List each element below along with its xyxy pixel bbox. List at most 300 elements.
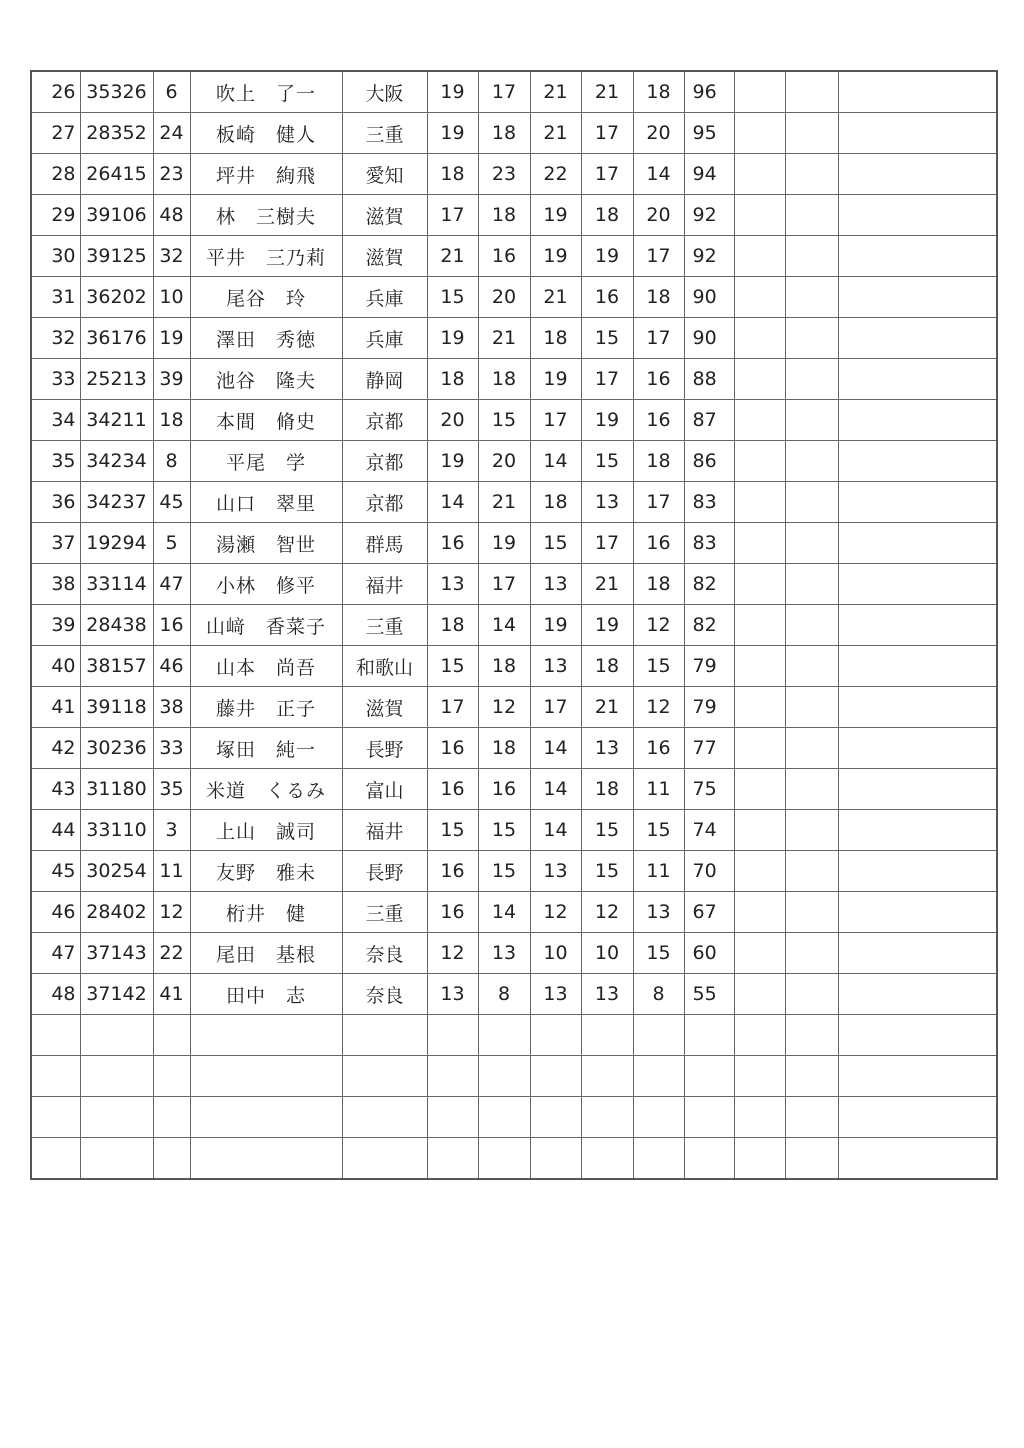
empty-cell (427, 1056, 478, 1097)
player-name-cell: 池谷 隆夫 (190, 359, 342, 400)
empty-cell (342, 1138, 427, 1180)
total-score-cell: 90 (684, 277, 734, 318)
prefecture-cell: 京都 (342, 482, 427, 523)
empty-cell (530, 1056, 581, 1097)
score-2-cell: 12 (478, 687, 530, 728)
blank-cell-2 (785, 236, 838, 277)
score-2-cell: 18 (478, 195, 530, 236)
blank-cell-2 (785, 195, 838, 236)
empty-cell (734, 1056, 785, 1097)
prefecture-cell: 三重 (342, 605, 427, 646)
score-3-cell: 13 (530, 564, 581, 605)
prefecture-cell: 大阪 (342, 71, 427, 113)
entry-number-cell: 23 (153, 154, 190, 195)
rank-cell: 48 (31, 974, 80, 1015)
blank-cell-2 (785, 564, 838, 605)
entry-number-cell: 10 (153, 277, 190, 318)
score-4-cell: 15 (581, 810, 633, 851)
player-name-cell: 友野 雅未 (190, 851, 342, 892)
prefecture-cell: 長野 (342, 851, 427, 892)
empty-cell (190, 1056, 342, 1097)
score-4-cell: 10 (581, 933, 633, 974)
score-5-cell: 17 (633, 482, 684, 523)
remarks-cell (838, 400, 997, 441)
rank-cell: 34 (31, 400, 80, 441)
total-score-cell: 90 (684, 318, 734, 359)
remarks-cell (838, 236, 997, 277)
empty-cell (153, 1138, 190, 1180)
member-id-cell: 34211 (80, 400, 153, 441)
blank-cell-1 (734, 810, 785, 851)
entry-number-cell: 38 (153, 687, 190, 728)
entry-number-cell: 22 (153, 933, 190, 974)
score-4-cell: 17 (581, 359, 633, 400)
score-4-cell: 13 (581, 482, 633, 523)
score-2-cell: 18 (478, 728, 530, 769)
empty-cell (80, 1015, 153, 1056)
blank-cell-1 (734, 974, 785, 1015)
member-id-cell: 28352 (80, 113, 153, 154)
rank-cell: 41 (31, 687, 80, 728)
score-4-cell: 15 (581, 318, 633, 359)
remarks-cell (838, 769, 997, 810)
blank-cell-1 (734, 851, 785, 892)
score-4-cell: 21 (581, 71, 633, 113)
prefecture-cell: 三重 (342, 113, 427, 154)
entry-number-cell: 6 (153, 71, 190, 113)
empty-cell (581, 1015, 633, 1056)
rank-cell: 36 (31, 482, 80, 523)
score-1-cell: 18 (427, 154, 478, 195)
entry-number-cell: 46 (153, 646, 190, 687)
player-name-cell: 吹上 了一 (190, 71, 342, 113)
rank-cell: 47 (31, 933, 80, 974)
blank-cell-2 (785, 974, 838, 1015)
blank-cell-2 (785, 810, 838, 851)
empty-cell (153, 1056, 190, 1097)
member-id-cell: 33114 (80, 564, 153, 605)
score-5-cell: 17 (633, 236, 684, 277)
empty-cell (785, 1097, 838, 1138)
remarks-cell (838, 113, 997, 154)
entry-number-cell: 12 (153, 892, 190, 933)
empty-row (31, 1056, 997, 1097)
blank-cell-1 (734, 154, 785, 195)
score-4-cell: 21 (581, 687, 633, 728)
remarks-cell (838, 728, 997, 769)
score-5-cell: 13 (633, 892, 684, 933)
score-5-cell: 18 (633, 564, 684, 605)
blank-cell-1 (734, 400, 785, 441)
blank-cell-2 (785, 933, 838, 974)
empty-cell (190, 1015, 342, 1056)
total-score-cell: 83 (684, 523, 734, 564)
empty-cell (31, 1015, 80, 1056)
empty-cell (684, 1015, 734, 1056)
total-score-cell: 75 (684, 769, 734, 810)
blank-cell-1 (734, 359, 785, 400)
score-3-cell: 13 (530, 646, 581, 687)
entry-number-cell: 33 (153, 728, 190, 769)
score-4-cell: 17 (581, 523, 633, 564)
empty-row (31, 1097, 997, 1138)
remarks-cell (838, 277, 997, 318)
blank-cell-2 (785, 523, 838, 564)
total-score-cell: 79 (684, 646, 734, 687)
player-name-cell: 田中 志 (190, 974, 342, 1015)
score-3-cell: 17 (530, 687, 581, 728)
table-row (31, 154, 997, 195)
score-2-cell: 20 (478, 441, 530, 482)
remarks-cell (838, 892, 997, 933)
table-row (31, 687, 997, 728)
member-id-cell: 33110 (80, 810, 153, 851)
blank-cell-2 (785, 605, 838, 646)
score-4-cell: 18 (581, 769, 633, 810)
score-1-cell: 19 (427, 318, 478, 359)
empty-cell (478, 1097, 530, 1138)
total-score-cell: 95 (684, 113, 734, 154)
empty-cell (427, 1015, 478, 1056)
rank-cell: 35 (31, 441, 80, 482)
score-2-cell: 15 (478, 851, 530, 892)
total-score-cell: 96 (684, 71, 734, 113)
member-id-cell: 28438 (80, 605, 153, 646)
score-1-cell: 12 (427, 933, 478, 974)
rank-cell: 32 (31, 318, 80, 359)
score-1-cell: 15 (427, 810, 478, 851)
score-2-cell: 16 (478, 769, 530, 810)
player-name-cell: 湯瀬 智世 (190, 523, 342, 564)
entry-number-cell: 32 (153, 236, 190, 277)
member-id-cell: 30254 (80, 851, 153, 892)
member-id-cell: 31180 (80, 769, 153, 810)
blank-cell-2 (785, 113, 838, 154)
empty-cell (80, 1138, 153, 1180)
blank-cell-2 (785, 687, 838, 728)
remarks-cell (838, 564, 997, 605)
entry-number-cell: 35 (153, 769, 190, 810)
total-score-cell: 94 (684, 154, 734, 195)
score-5-cell: 17 (633, 318, 684, 359)
score-3-cell: 14 (530, 769, 581, 810)
empty-cell (31, 1056, 80, 1097)
blank-cell-1 (734, 195, 785, 236)
table-row (31, 113, 997, 154)
member-id-cell: 38157 (80, 646, 153, 687)
player-name-cell: 米道 くるみ (190, 769, 342, 810)
score-2-cell: 18 (478, 646, 530, 687)
prefecture-cell: 兵庫 (342, 318, 427, 359)
score-4-cell: 21 (581, 564, 633, 605)
prefecture-cell: 福井 (342, 564, 427, 605)
empty-cell (427, 1097, 478, 1138)
score-5-cell: 18 (633, 441, 684, 482)
remarks-cell (838, 687, 997, 728)
member-id-cell: 36202 (80, 277, 153, 318)
player-name-cell: 尾田 基根 (190, 933, 342, 974)
score-4-cell: 19 (581, 236, 633, 277)
player-name-cell: 山口 翠里 (190, 482, 342, 523)
blank-cell-2 (785, 851, 838, 892)
score-3-cell: 14 (530, 441, 581, 482)
score-3-cell: 21 (530, 277, 581, 318)
remarks-cell (838, 154, 997, 195)
entry-number-cell: 48 (153, 195, 190, 236)
player-name-cell: 平井 三乃莉 (190, 236, 342, 277)
empty-cell (31, 1138, 80, 1180)
empty-cell (190, 1097, 342, 1138)
rank-cell: 38 (31, 564, 80, 605)
score-1-cell: 15 (427, 646, 478, 687)
score-3-cell: 14 (530, 810, 581, 851)
member-id-cell: 28402 (80, 892, 153, 933)
score-5-cell: 18 (633, 71, 684, 113)
score-2-cell: 13 (478, 933, 530, 974)
prefecture-cell: 長野 (342, 728, 427, 769)
empty-cell (633, 1138, 684, 1180)
table-row (31, 974, 997, 1015)
empty-cell (530, 1015, 581, 1056)
score-1-cell: 19 (427, 441, 478, 482)
entry-number-cell: 11 (153, 851, 190, 892)
rank-cell: 45 (31, 851, 80, 892)
score-5-cell: 16 (633, 400, 684, 441)
player-name-cell: 澤田 秀徳 (190, 318, 342, 359)
score-1-cell: 14 (427, 482, 478, 523)
score-5-cell: 18 (633, 277, 684, 318)
score-2-cell: 8 (478, 974, 530, 1015)
empty-cell (581, 1097, 633, 1138)
total-score-cell: 79 (684, 687, 734, 728)
score-2-cell: 18 (478, 359, 530, 400)
blank-cell-2 (785, 318, 838, 359)
prefecture-cell: 群馬 (342, 523, 427, 564)
prefecture-cell: 奈良 (342, 933, 427, 974)
score-2-cell: 16 (478, 236, 530, 277)
score-3-cell: 10 (530, 933, 581, 974)
score-2-cell: 20 (478, 277, 530, 318)
empty-cell (633, 1015, 684, 1056)
prefecture-cell: 滋賀 (342, 687, 427, 728)
score-3-cell: 22 (530, 154, 581, 195)
empty-cell (785, 1056, 838, 1097)
empty-cell (838, 1056, 997, 1097)
rank-cell: 28 (31, 154, 80, 195)
player-name-cell: 本間 脩史 (190, 400, 342, 441)
score-4-cell: 19 (581, 605, 633, 646)
prefecture-cell: 京都 (342, 400, 427, 441)
score-1-cell: 19 (427, 113, 478, 154)
table-row (31, 523, 997, 564)
empty-cell (80, 1056, 153, 1097)
remarks-cell (838, 974, 997, 1015)
score-3-cell: 18 (530, 318, 581, 359)
player-name-cell: 坪井 絢飛 (190, 154, 342, 195)
score-3-cell: 19 (530, 236, 581, 277)
blank-cell-1 (734, 277, 785, 318)
empty-cell (153, 1015, 190, 1056)
player-name-cell: 平尾 学 (190, 441, 342, 482)
table-row (31, 769, 997, 810)
prefecture-cell: 愛知 (342, 154, 427, 195)
table-row (31, 810, 997, 851)
empty-cell (734, 1015, 785, 1056)
rank-cell: 33 (31, 359, 80, 400)
blank-cell-2 (785, 769, 838, 810)
score-3-cell: 21 (530, 71, 581, 113)
table-row (31, 441, 997, 482)
entry-number-cell: 5 (153, 523, 190, 564)
score-1-cell: 16 (427, 892, 478, 933)
score-4-cell: 13 (581, 974, 633, 1015)
prefecture-cell: 京都 (342, 441, 427, 482)
blank-cell-2 (785, 892, 838, 933)
prefecture-cell: 福井 (342, 810, 427, 851)
score-1-cell: 19 (427, 71, 478, 113)
player-name-cell: 山本 尚吾 (190, 646, 342, 687)
score-3-cell: 18 (530, 482, 581, 523)
score-2-cell: 17 (478, 71, 530, 113)
rank-cell: 44 (31, 810, 80, 851)
blank-cell-1 (734, 236, 785, 277)
score-1-cell: 16 (427, 728, 478, 769)
rank-cell: 39 (31, 605, 80, 646)
blank-cell-1 (734, 646, 785, 687)
blank-cell-1 (734, 318, 785, 359)
entry-number-cell: 41 (153, 974, 190, 1015)
score-2-cell: 18 (478, 113, 530, 154)
blank-cell-2 (785, 482, 838, 523)
empty-cell (190, 1138, 342, 1180)
score-1-cell: 16 (427, 769, 478, 810)
prefecture-cell: 富山 (342, 769, 427, 810)
empty-cell (734, 1138, 785, 1180)
score-4-cell: 15 (581, 851, 633, 892)
member-id-cell: 34237 (80, 482, 153, 523)
table-row (31, 359, 997, 400)
table-row (31, 892, 997, 933)
player-name-cell: 山﨑 香菜子 (190, 605, 342, 646)
table-row (31, 236, 997, 277)
player-name-cell: 林 三樹夫 (190, 195, 342, 236)
score-1-cell: 20 (427, 400, 478, 441)
empty-cell (342, 1015, 427, 1056)
total-score-cell: 92 (684, 195, 734, 236)
prefecture-cell: 滋賀 (342, 195, 427, 236)
blank-cell-2 (785, 277, 838, 318)
remarks-cell (838, 933, 997, 974)
blank-cell-1 (734, 523, 785, 564)
score-5-cell: 8 (633, 974, 684, 1015)
blank-cell-1 (734, 441, 785, 482)
rank-cell: 43 (31, 769, 80, 810)
score-1-cell: 21 (427, 236, 478, 277)
score-1-cell: 16 (427, 851, 478, 892)
blank-cell-1 (734, 113, 785, 154)
score-3-cell: 21 (530, 113, 581, 154)
score-5-cell: 15 (633, 810, 684, 851)
empty-cell (581, 1138, 633, 1180)
empty-cell (633, 1097, 684, 1138)
table-row (31, 605, 997, 646)
score-5-cell: 20 (633, 113, 684, 154)
member-id-cell: 37143 (80, 933, 153, 974)
blank-cell-2 (785, 441, 838, 482)
remarks-cell (838, 646, 997, 687)
score-1-cell: 15 (427, 277, 478, 318)
member-id-cell: 36176 (80, 318, 153, 359)
empty-cell (684, 1056, 734, 1097)
empty-cell (31, 1097, 80, 1138)
remarks-cell (838, 851, 997, 892)
total-score-cell: 82 (684, 605, 734, 646)
remarks-cell (838, 71, 997, 113)
blank-cell-1 (734, 728, 785, 769)
score-4-cell: 17 (581, 154, 633, 195)
empty-cell (80, 1097, 153, 1138)
remarks-cell (838, 605, 997, 646)
score-2-cell: 14 (478, 892, 530, 933)
member-id-cell: 39118 (80, 687, 153, 728)
table-row (31, 646, 997, 687)
remarks-cell (838, 441, 997, 482)
score-2-cell: 17 (478, 564, 530, 605)
prefecture-cell: 兵庫 (342, 277, 427, 318)
blank-cell-2 (785, 646, 838, 687)
score-2-cell: 14 (478, 605, 530, 646)
blank-cell-1 (734, 769, 785, 810)
empty-cell (684, 1097, 734, 1138)
blank-cell-1 (734, 605, 785, 646)
table-row (31, 71, 997, 113)
player-name-cell: 上山 誠司 (190, 810, 342, 851)
player-name-cell: 塚田 純一 (190, 728, 342, 769)
score-3-cell: 17 (530, 400, 581, 441)
score-3-cell: 14 (530, 728, 581, 769)
score-5-cell: 12 (633, 605, 684, 646)
empty-cell (427, 1138, 478, 1180)
empty-cell (530, 1097, 581, 1138)
remarks-cell (838, 359, 997, 400)
score-3-cell: 12 (530, 892, 581, 933)
score-4-cell: 12 (581, 892, 633, 933)
score-1-cell: 17 (427, 195, 478, 236)
blank-cell-1 (734, 71, 785, 113)
member-id-cell: 34234 (80, 441, 153, 482)
score-3-cell: 15 (530, 523, 581, 564)
blank-cell-2 (785, 359, 838, 400)
blank-cell-1 (734, 933, 785, 974)
total-score-cell: 86 (684, 441, 734, 482)
score-5-cell: 16 (633, 359, 684, 400)
total-score-cell: 88 (684, 359, 734, 400)
remarks-cell (838, 482, 997, 523)
score-3-cell: 19 (530, 195, 581, 236)
member-id-cell: 37142 (80, 974, 153, 1015)
empty-cell (838, 1097, 997, 1138)
blank-cell-2 (785, 728, 838, 769)
score-4-cell: 18 (581, 646, 633, 687)
member-id-cell: 35326 (80, 71, 153, 113)
score-2-cell: 15 (478, 810, 530, 851)
score-1-cell: 13 (427, 974, 478, 1015)
score-2-cell: 21 (478, 482, 530, 523)
empty-cell (785, 1015, 838, 1056)
score-5-cell: 15 (633, 646, 684, 687)
score-5-cell: 16 (633, 523, 684, 564)
table-row (31, 564, 997, 605)
